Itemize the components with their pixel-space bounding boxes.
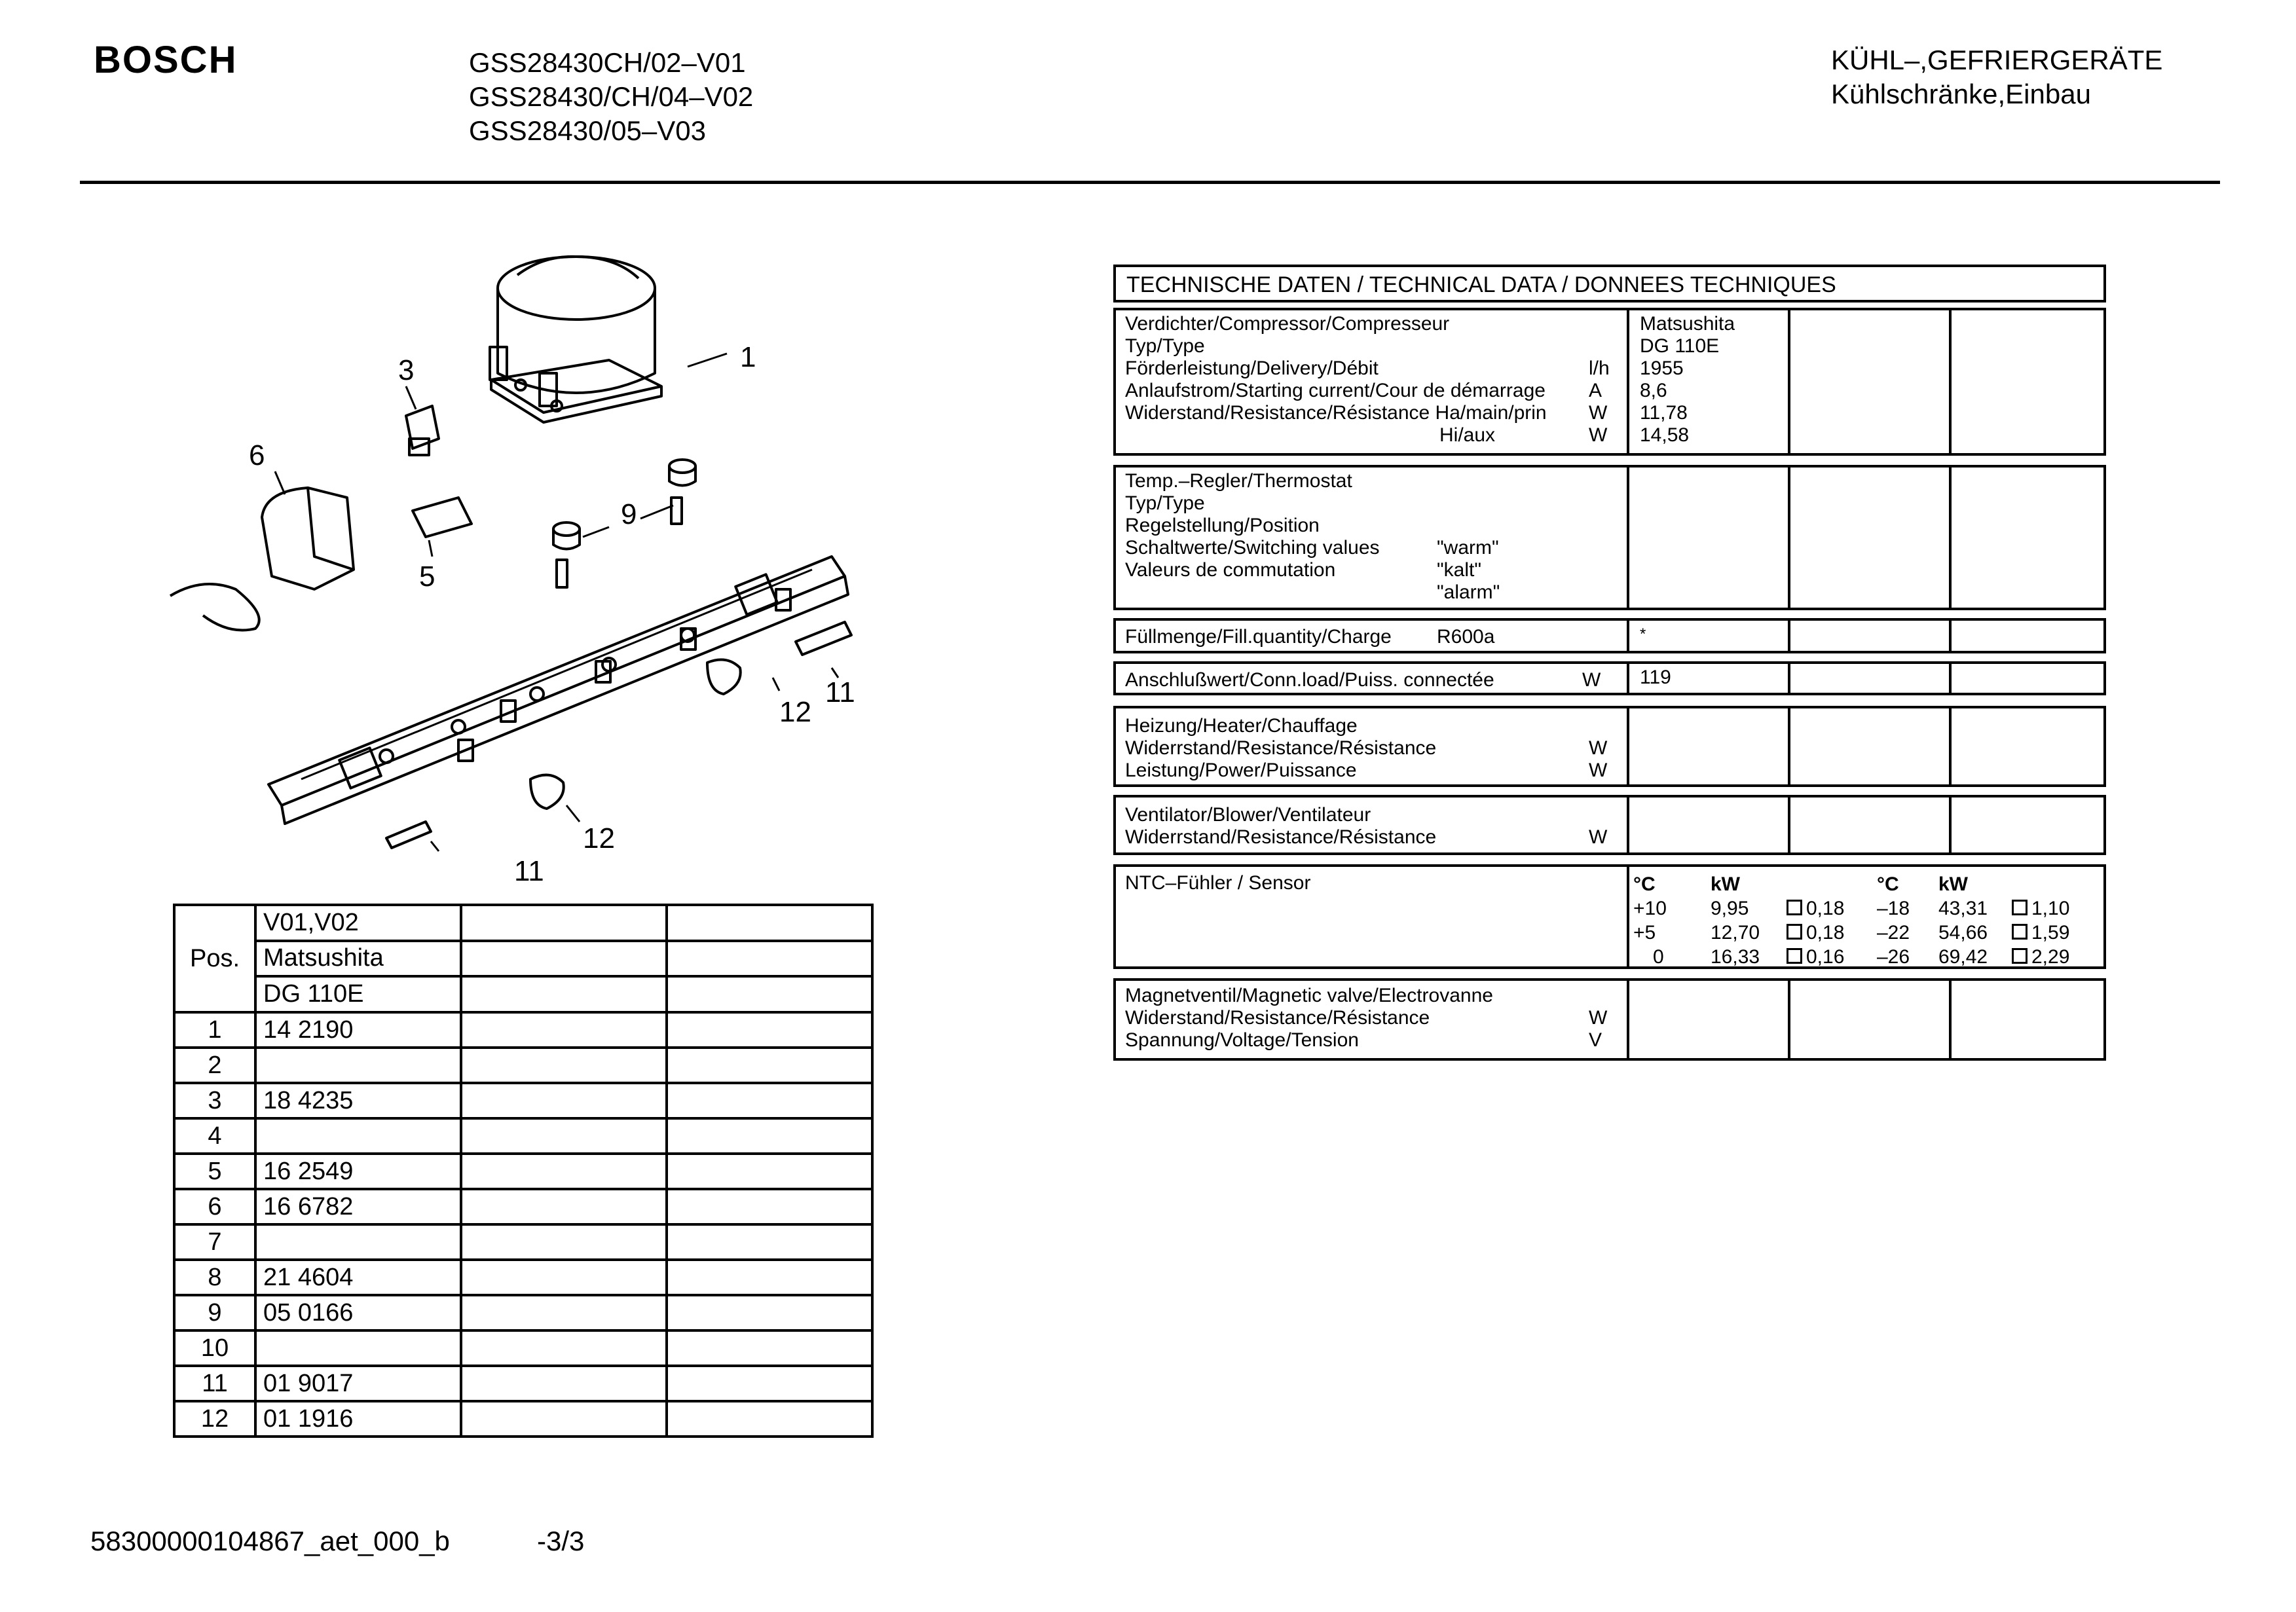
label: Leistung/Power/Puissance (1125, 760, 1357, 781)
value: 14,58 (1640, 424, 1690, 446)
callout-5: 5 (419, 560, 435, 593)
callout-6: 6 (249, 439, 265, 471)
header-cell: V01,V02 (255, 905, 461, 941)
label: Widerstand/Resistance/Résistance (1125, 1007, 1430, 1029)
model-list (469, 46, 753, 148)
model-line: GSS28430/05–V03 (469, 115, 706, 146)
unit: W (1589, 737, 1608, 759)
label: Widerrstand/Resistance/Résistance (1125, 737, 1437, 759)
unit: W (1589, 402, 1608, 424)
header-cell: DG 110E (255, 976, 461, 1012)
table-row (174, 1048, 872, 1083)
ntc-header-kw: kW (1711, 873, 1740, 895)
ntc-header-kw: kW (1938, 873, 1968, 895)
empty-cell (667, 905, 872, 941)
pos-cell: 2 (174, 1048, 255, 1083)
part-number: 05 0166 (255, 1295, 461, 1330)
category-line1: KÜHL–,GEFRIERGERÄTE (1831, 45, 2163, 75)
callout-3: 3 (398, 354, 415, 386)
category (1831, 43, 2162, 111)
label: Förderleistung/Delivery/Débit (1125, 357, 1379, 379)
unit: W (1589, 826, 1608, 848)
pos-cell: 3 (174, 1083, 255, 1118)
part-number: 14 2190 (255, 1012, 461, 1048)
label: Spannung/Voltage/Tension (1125, 1029, 1359, 1051)
thermostat-section (1113, 465, 2106, 610)
state: "alarm" (1437, 581, 1500, 603)
starter-relay (406, 406, 439, 449)
pos-cell: 1 (174, 1012, 255, 1048)
table-row (174, 1295, 872, 1330)
label: Verdichter/Compressor/Compresseur (1125, 313, 1450, 335)
ntc-header-c: °C (1877, 873, 1899, 895)
empty-cell (667, 941, 872, 977)
label: Temp.–Regler/Thermostat (1125, 470, 1352, 492)
table-row (174, 1366, 872, 1401)
label: Typ/Type (1125, 492, 1205, 514)
blower-section (1113, 795, 2106, 855)
category-line2: Kühlschränke,Einbau (1831, 79, 2091, 109)
pos-cell: 11 (174, 1366, 255, 1401)
empty-cell (461, 976, 667, 1012)
empty-cell (461, 941, 667, 977)
ntc-header-c: °C (1633, 873, 1656, 895)
charge-section (1113, 618, 2106, 653)
callout-12: 12 (779, 696, 811, 728)
table-row (174, 1189, 872, 1224)
refrigerant: R600a (1437, 626, 1495, 648)
state: "kalt" (1437, 559, 1481, 581)
callout-11: 11 (514, 855, 544, 887)
header-divider (80, 181, 2220, 184)
unit: W (1589, 760, 1608, 781)
label: Magnetventil/Magnetic valve/Electrovanne (1125, 985, 1493, 1006)
label: Anschlußwert/Conn.load/Puiss. connectée (1125, 669, 1494, 691)
value: Matsushita (1640, 313, 1735, 335)
table-row (174, 1260, 872, 1295)
label: NTC–Fühler / Sensor (1125, 872, 1311, 894)
label: Ventilator/Blower/Ventilateur (1125, 804, 1371, 826)
pos-cell: 5 (174, 1154, 255, 1189)
model-line: GSS28430/CH/04–V02 (469, 81, 754, 112)
label: Valeurs de commutation (1125, 559, 1336, 581)
callout-9: 9 (621, 498, 637, 530)
table-row (174, 1224, 872, 1260)
empty-cell (667, 976, 872, 1012)
label: Widerrstand/Resistance/Résistance (1125, 826, 1437, 848)
overload-protector (413, 498, 472, 537)
parts-table (173, 904, 874, 1438)
label: Typ/Type (1125, 335, 1205, 357)
value: 1955 (1640, 357, 1684, 379)
mounting-rail (268, 557, 845, 805)
pos-cell: 10 (174, 1330, 255, 1366)
model-line: GSS28430CH/02–V01 (469, 47, 746, 78)
callout-11: 11 (825, 676, 855, 708)
label: Hi/aux (1439, 424, 1496, 446)
value: 11,78 (1640, 402, 1688, 424)
part-number (255, 1048, 461, 1083)
pos-cell: 9 (174, 1295, 255, 1330)
label: Regelstellung/Position (1125, 515, 1320, 536)
page-number: -3/3 (537, 1526, 585, 1556)
pos-cell: 7 (174, 1224, 255, 1260)
callout-12: 12 (583, 822, 615, 854)
pos-header: Pos. (174, 905, 255, 1012)
part-number: 18 4235 (255, 1083, 461, 1118)
tech-data-title (1113, 265, 2106, 302)
part-number (255, 1224, 461, 1260)
terminal-cover (262, 488, 354, 589)
value: DG 110E (1640, 335, 1720, 357)
unit: l/h (1589, 357, 1610, 379)
ntc-section (1113, 864, 2106, 969)
table-row (174, 1083, 872, 1118)
unit: W (1589, 424, 1608, 446)
unit: W (1589, 1007, 1608, 1029)
pos-cell: 12 (174, 1401, 255, 1437)
part-number: 21 4604 (255, 1260, 461, 1295)
compressor-body (498, 288, 655, 393)
table-row (174, 1012, 872, 1048)
empty-cell (461, 905, 667, 941)
pos-cell: 6 (174, 1189, 255, 1224)
ntc-grid: °C kW °C kW +10 9,95 0,18 –18 43,31 1,10 +5 12,70 0,18 –22 54,66 1,59 0 16,33 0,16 –26 69,42 2,29 (1633, 873, 2070, 968)
compressor-section (1113, 308, 2106, 456)
brand-logo: BOSCH (94, 39, 238, 81)
part-number (255, 1118, 461, 1154)
part-number: 01 1916 (255, 1401, 461, 1437)
table-row (174, 1118, 872, 1154)
header-cell: Matsushita (255, 941, 461, 977)
valve-section (1113, 978, 2106, 1061)
callout-1: 1 (740, 341, 756, 373)
label: Widerstand/Resistance/Résistance Ha/main/prin (1125, 402, 1547, 424)
unit: A (1589, 380, 1602, 401)
state: "warm" (1437, 537, 1499, 559)
label: Füllmenge/Fill.quantity/Charge (1125, 626, 1392, 648)
value: 8,6 (1640, 380, 1667, 401)
heater-section (1113, 706, 2106, 787)
value: * (1640, 625, 1646, 643)
pos-cell: 8 (174, 1260, 255, 1295)
tech-title: TECHNISCHE DATEN / TECHNICAL DATA / DONNEES TECHNIQUES (1126, 272, 1836, 297)
cable-clamp (170, 584, 259, 631)
compressor-top (498, 257, 655, 320)
table-row (174, 1330, 872, 1366)
label: Heizung/Heater/Chauffage (1125, 715, 1358, 737)
value: 119 (1640, 667, 1671, 688)
part-number (255, 1330, 461, 1366)
part-number: 01 9017 (255, 1366, 461, 1401)
table-row (174, 1154, 872, 1189)
document-code: 58300000104867_aet_000_b (90, 1526, 450, 1556)
exploded-diagram (151, 249, 897, 890)
connected-load-section (1113, 661, 2106, 695)
table-row (174, 1401, 872, 1437)
part-number: 16 6782 (255, 1189, 461, 1224)
unit: W (1582, 669, 1601, 691)
unit: V (1589, 1029, 1602, 1051)
pos-cell: 4 (174, 1118, 255, 1154)
label: Schaltwerte/Switching values (1125, 537, 1380, 559)
part-number: 16 2549 (255, 1154, 461, 1189)
label: Anlaufstrom/Starting current/Cour de démarrage (1125, 380, 1546, 401)
